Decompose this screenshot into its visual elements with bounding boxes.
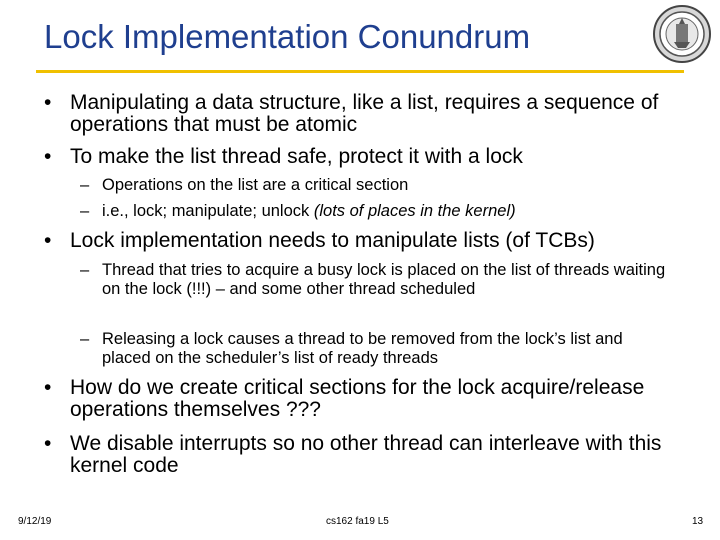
bullet-2-sub-1-text: Operations on the list are a critical section (102, 176, 409, 194)
bullet-dot: • (44, 91, 52, 114)
footer-date: 9/12/19 (18, 516, 52, 527)
bullet-dot: • (44, 229, 52, 252)
bullet-3-sub-1 (80, 261, 672, 299)
sub-bullet-dash: – (80, 202, 90, 220)
bullet-2 (44, 145, 680, 168)
title-underline (36, 70, 684, 73)
sub-bullet-dash: – (80, 261, 90, 279)
footer-course: cs162 fa19 L5 (326, 516, 389, 527)
bullet-2-sub-2-note: (lots of places in the kernel) (313, 202, 516, 220)
bullet-3-sub-1-text: Thread that tries to acquire a busy lock is placed on the list of threads waiting on the lock (!!!) – and some other thread scheduled (102, 261, 666, 298)
footer-page-number: 13 (692, 516, 704, 527)
bullet-5 (44, 432, 680, 477)
bullet-2-sub-2 (80, 202, 672, 221)
bullet-1 (44, 91, 680, 136)
university-seal-icon (652, 4, 712, 64)
bullet-3-text: Lock implementation needs to manipulate lists (of TCBs) (70, 229, 595, 252)
slide-title: Lock Implementation Conundrum (44, 18, 531, 55)
bullet-2-text: To make the list thread safe, protect it with a lock (70, 145, 523, 168)
bullet-2-sub-2-text: i.e., lock; manipulate; unlock (102, 202, 314, 220)
sub-bullet-dash: – (80, 176, 90, 194)
bullet-4-text: How do we create critical sections for the lock acquire/release operations themselves ??? (70, 376, 645, 421)
bullet-4 (44, 376, 680, 421)
bullet-2-sub-1 (80, 176, 672, 195)
bullet-1-text: Manipulating a data structure, like a list, requires a sequence of operations that must be atomic (70, 91, 659, 136)
bullet-3-sub-2 (80, 330, 672, 368)
bullet-3 (44, 229, 680, 252)
bullet-dot: • (44, 376, 52, 399)
bullet-5-text: We disable interrupts so no other thread can interleave with this kernel code (70, 432, 662, 477)
bullet-3-sub-2-text: Releasing a lock causes a thread to be removed from the lock’s list and placed on the scheduler’s list of ready threads (102, 330, 623, 367)
sub-bullet-dash: – (80, 330, 90, 348)
bullet-dot: • (44, 432, 52, 455)
bullet-dot: • (44, 145, 52, 168)
